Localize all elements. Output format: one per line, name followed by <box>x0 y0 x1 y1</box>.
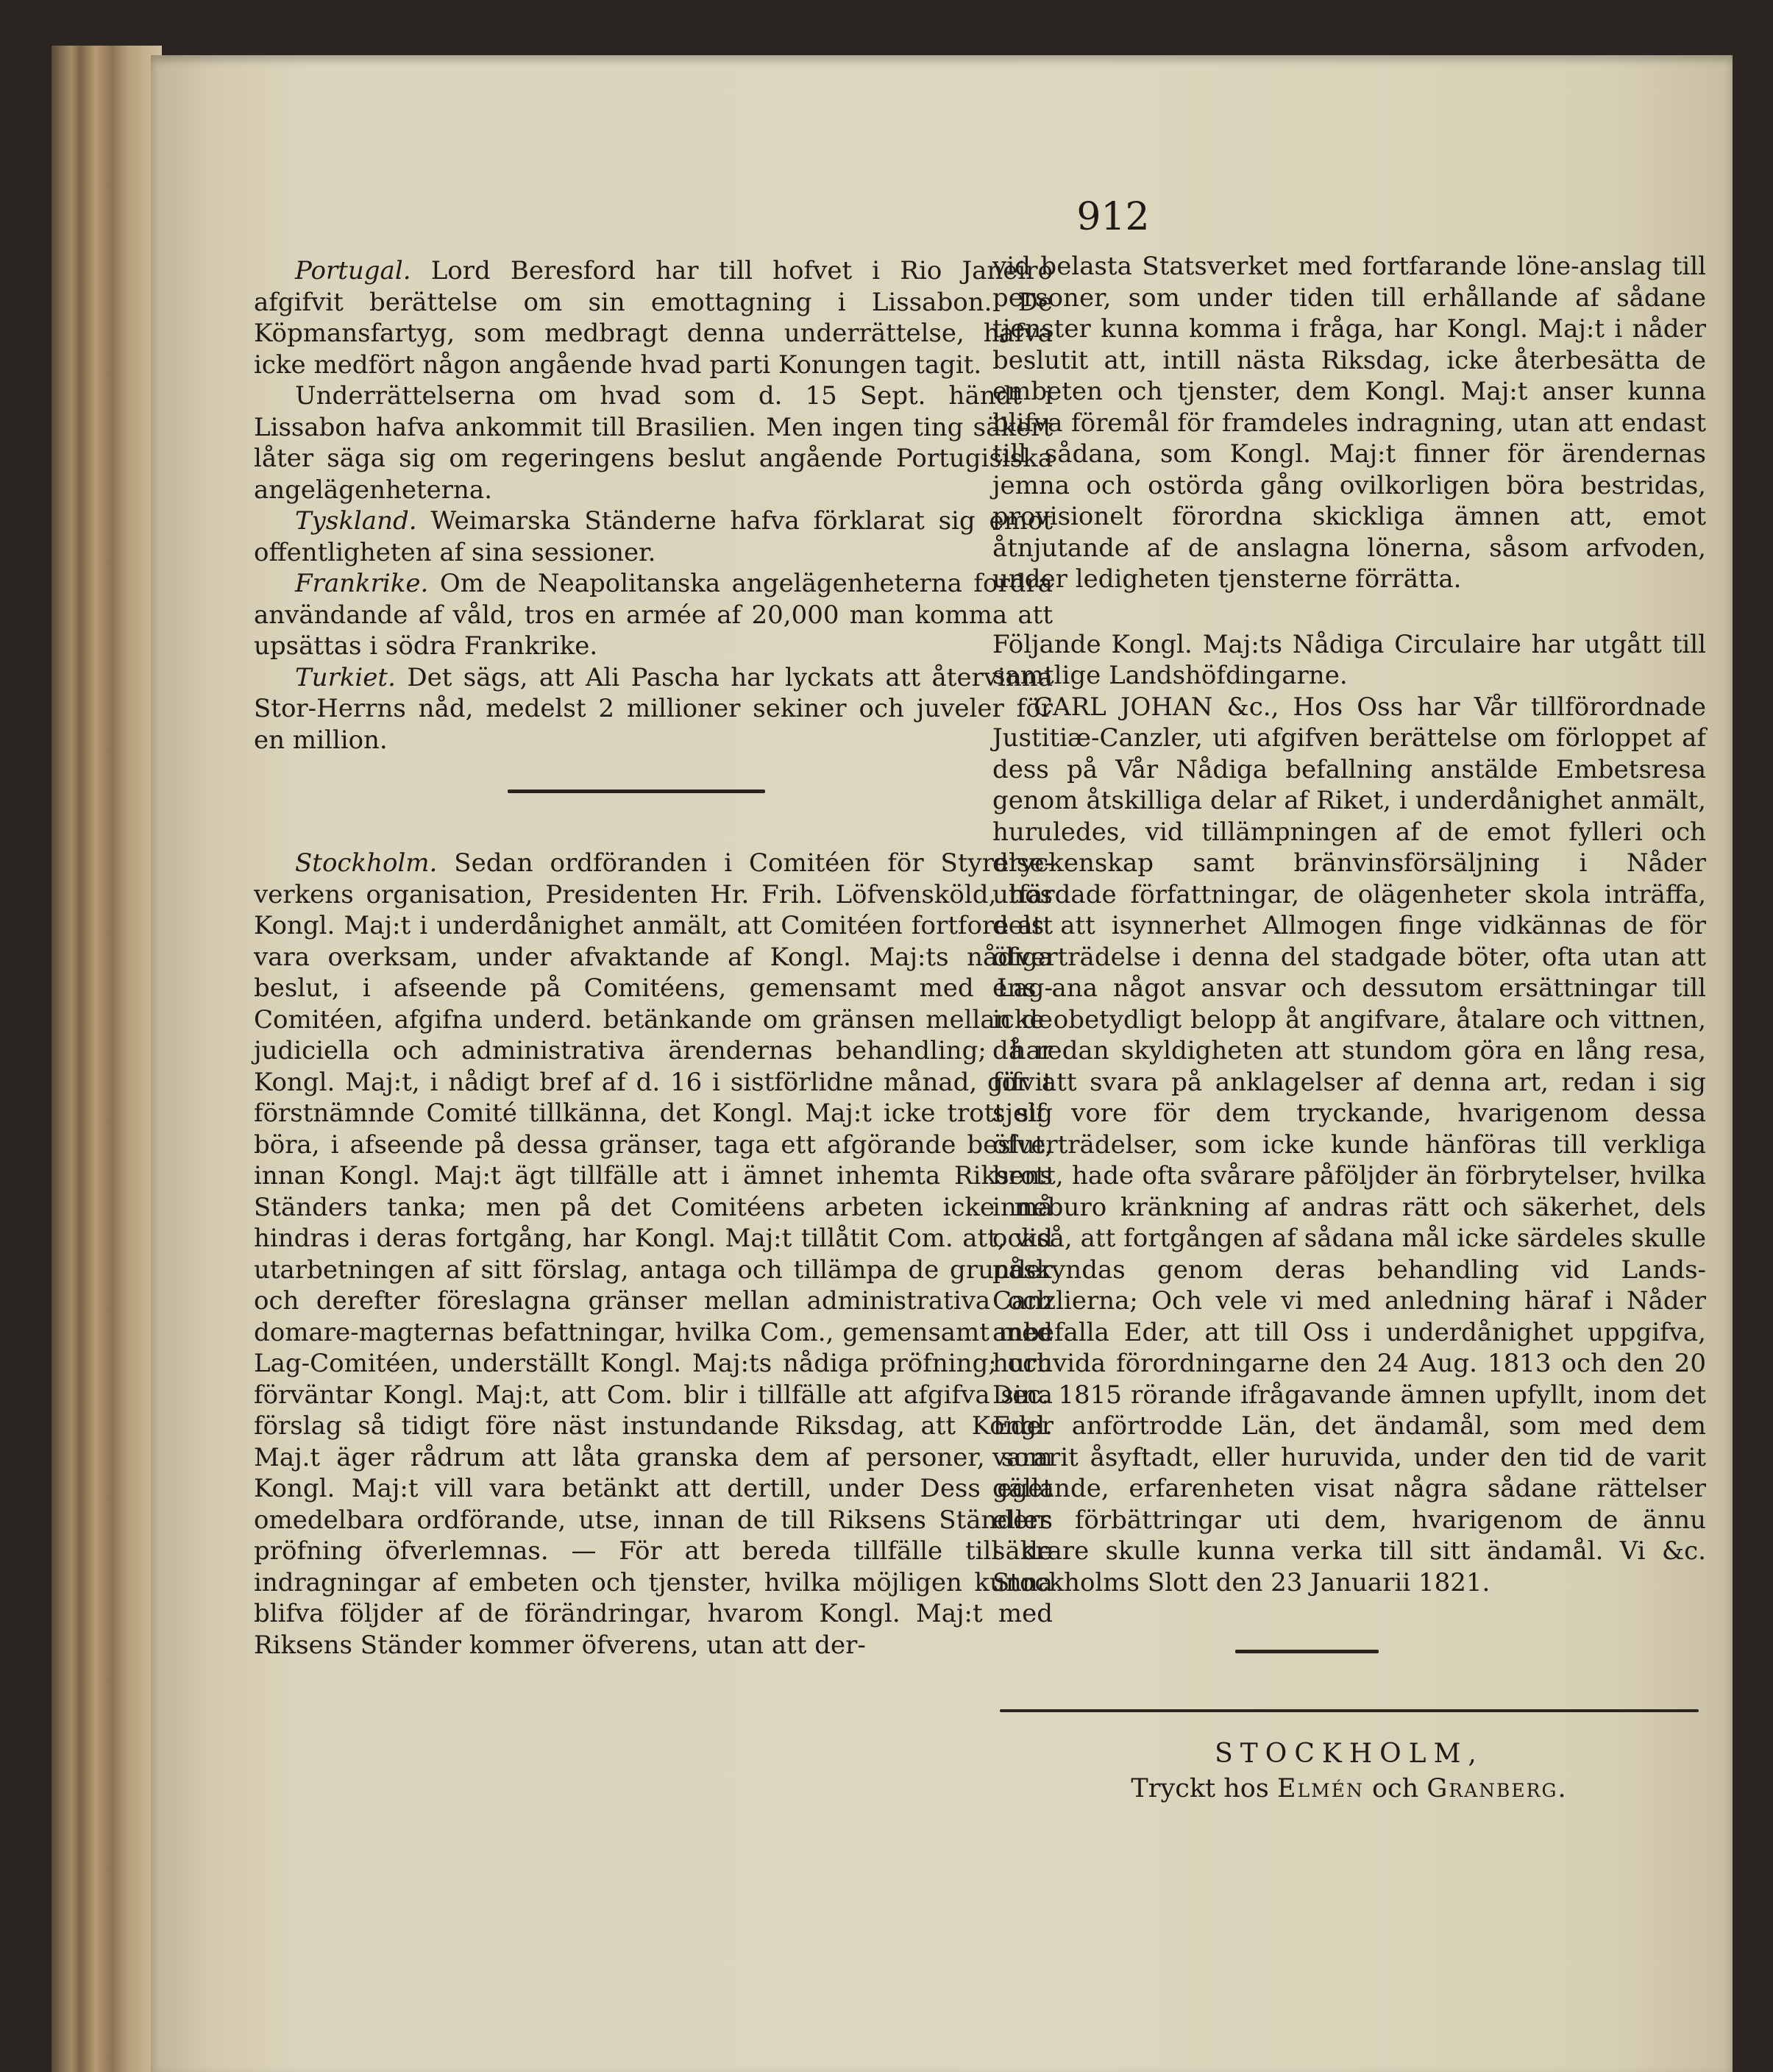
imprint-city: STOCKHOLM, <box>1215 1739 1484 1769</box>
turkiet-text: Det sägs, att Ali Pascha har lyckats att återvinna Stor-Herrns nåd, medelst 2 millioner sekiner och juveler för en million. <box>254 662 1053 755</box>
circular-text: CARL JOHAN &c., Hos Oss har Vår tillförordnade Justitiæ-Canzler, uti afgifven berättelse om förloppet af dess på Vår Nådiga befallning anstälde Embetsresa genom åtskilliga delar af Riket, i underdånighet anmält, huruledes, vid tillämpningen af de emot fylleri och dryckenskap samt bränvinsförsäljning i Nåder utfärdade författningar, de olägenheter skola inträffa, dels att isynnerhet Allmogen finge vidkännas de för öfverträdelse i denna del stadgade böter, ofta utan att ens ana något ansvar och dessutom ersättningar till icke obetydligt belopp åt angifvare, åtalare och vittnen, då redan skyldigheten att stundom göra en lång resa, för att svara på anklagelser af denna art, redan i sig sjelf vore för dem tryckande, hvarigenom dessa öfverträdelser, som icke kunde hänföras till verkliga brott, hade ofta svårare påföljder än förbrytelser, hvilka inneburo kränkning af andras rätt och säkerhet, dels också, att fortgången af sådana mål icke särdeles skulle påskyndas genom deras behandling vid Lands-Canzlierna; Och vele vi med anledning häraf i Nåder anbefalla Eder, att till Oss i underdånighet uppgifva, huruvida förordningarne den 24 Aug. 1813 och den 20 Dec. 1815 rörande ifrågavande ämnen upfyllt, inom det Eder anförtrodde Län, det ändamål, som med dem vararit åsyftadt, eller huruvida, under den tid de varit gällande, erfarenheten visat några sådane rättelser eller förbättringar uti dem, hvarigenom de ännu säkrare skulle kunna verka till sitt ändamål. Vi &c. Stockholms Slott den 23 Januarii 1821. <box>992 692 1706 1597</box>
topic-tyskland: Tyskland. <box>295 506 417 536</box>
portugal-paragraph-2: Underrättelserna om hvad som d. 15 Sept. händt i Lissabon hafva ankommit till Brasilien. Men ingen ting säkert låter säga sig om regeringens beslut angående Portugisiska angelägenheterna. <box>254 381 1053 505</box>
topic-frankrike: Frankrike. <box>295 569 429 598</box>
imprint-printer-1: Elmén <box>1276 1773 1364 1803</box>
imprint-printed-by: Tryckt hos <box>1131 1773 1269 1803</box>
stockholm-continuation: vid belasta Statsverket med fortfarande löne-anslag till personer, som under tiden till erhållande af sådane tjenster kunna komma i fråga, har Kongl. Maj:t i nåder beslutit att, intill nästa Riksdag, icke återbesätta de embeten och tjenster, dem Kongl. Maj:t anser kunna blifva föremål för framdeles indragning, utan att endast till sådana, som Kongl. Maj:t finner för ärendernas jemna och ostörda gång ovilkorligen böra bestridas, provisionelt förordna skickliga ämnen att, emot åtnjutande af de anslagna lönerna, såsom arfvoden, under ledigheten tjensterne förrätta. <box>992 252 1706 594</box>
frankrike-paragraph <box>254 568 1053 662</box>
tyskland-paragraph <box>254 505 1053 568</box>
left-column <box>254 255 1053 1661</box>
circular-heading: Följande Kongl. Maj:ts Nådiga Circulaire har utgått till samtlige Landshöfdingarne. <box>992 629 1706 690</box>
topic-turkiet: Turkiet. <box>295 662 396 692</box>
stockholm-paragraph <box>254 848 1053 1661</box>
topic-portugal: Portugal. <box>295 256 411 285</box>
section-divider-right <box>1235 1650 1379 1653</box>
section-divider-left <box>508 790 765 793</box>
imprint-printer-2: Granberg. <box>1426 1773 1568 1803</box>
tyskland-text: Weimarska Ständerne hafva förklarat sig emot offentligheten af sina sessioner. <box>254 506 1053 567</box>
right-column <box>992 251 1706 1804</box>
stockholm-text: Sedan ordföranden i Comitéen för Styrelse-verkens organisation, Presidenten Hr. Frih. Löfvensköld, hos Kongl. Maj:t i underdånighet anmält, att Comitéen fortfore att vara overksam, under afvaktande af Kongl. Maj:ts nådiga beslut, i afseende på Comitéens, gemensamt med Lag-Comitéen, afgifna underd. betänkande om gränsen mellan de judiciella och administrativa ärendernas behandling; har Kongl. Maj:t, i nådigt bref af d. 16 i sistförlidne månad, gifvit förstnämnde Comité tillkänna, det Kongl. Maj:t icke trott sig böra, i afseende på dessa gränser, taga ett afgörande beslut, innan Kongl. Maj:t ägt tillfälle att i ämnet inhemta Riksens Ständers tanka; men på det Comitéens arbeten icke må hindras i deras fortgång, har Kongl. Maj:t tillåtit Com. att, vid utarbetningen af sitt förslag, antaga och tillämpa de grunder och derefter föreslagna gränser mellan administrativa och domare-magternas befattningar, hvilka Com., gemensamt med Lag-Comitéen, underställt Kongl. Maj:ts nådiga pröfning; och förväntar Kongl. Maj:t, att Com. blir i tillfälle att afgifva sina förslag så tidigt före näst instundande Riksdag, att Kongl. Maj.t äger rådrum att låta granska dem af personer, som Kongl. Maj:t vill vara betänkt att dertill, under Dess eget omedelbara ordförande, utse, innan de till Riksens Ständers pröfning öfverlemnas. — För att bereda tillfälle till de indragningar af embeten och tjenster, hvilka möjligen kunna blifva följder af de förändringar, hvarom Kongl. Maj:t med Riksens Ständer kommer öfverens, utan att der- <box>254 848 1053 1660</box>
newspaper-page <box>151 55 1733 2072</box>
frankrike-text: Om de Neapolitanska angelägenheterna fordra användande af våld, tros en armée af 20,000 man komma att upsättas i södra Frankrike. <box>254 569 1053 661</box>
page-edges-stack <box>51 46 162 2072</box>
imprint-line <box>992 1773 1706 1805</box>
page-number: 912 <box>1076 195 1150 239</box>
portugal-text-1: Lord Beresford har till hofvet i Rio Janeiro afgifvit berättelse om sin emottagning i Lissabon. De Köpmansfartyg, som medbragt denna underrättelse, hafva icke medfört någon angående hvad parti Konungen tagit. <box>254 256 1053 380</box>
topic-stockholm: Stockholm. <box>295 848 438 878</box>
turkiet-paragraph <box>254 662 1053 756</box>
imprint-and: och <box>1371 1773 1419 1803</box>
imprint-rule <box>1000 1709 1699 1712</box>
portugal-paragraph-1 <box>254 255 1053 380</box>
